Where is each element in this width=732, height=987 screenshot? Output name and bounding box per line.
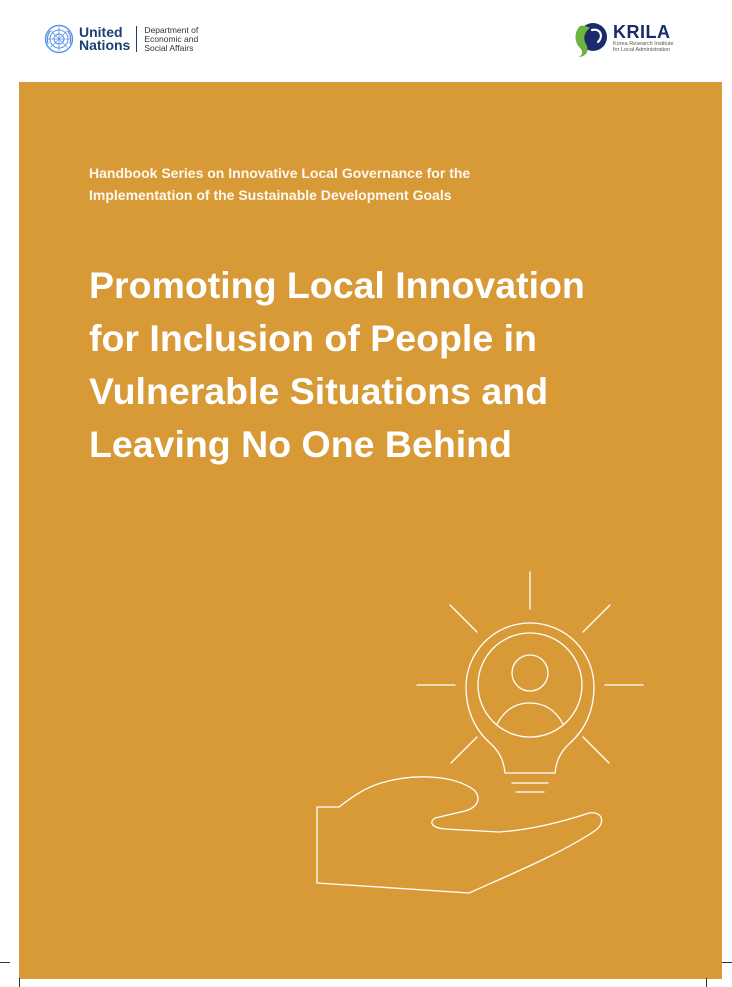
krila-text	[613, 23, 674, 53]
krila-subtitle	[613, 41, 674, 53]
cover-panel	[19, 82, 722, 979]
crop-mark-right	[722, 962, 732, 963]
series-subtitle	[89, 162, 609, 206]
crop-mark-right-vertical	[706, 978, 707, 987]
krila-logo	[570, 18, 674, 58]
un-logo-divider	[136, 26, 137, 52]
un-department	[144, 26, 198, 53]
un-name-line-2: Nations	[79, 37, 131, 53]
un-emblem-icon	[44, 24, 74, 54]
un-desa-logo	[44, 24, 198, 54]
krila-name: KRILA	[613, 22, 671, 42]
un-dept-line-1: Department of	[144, 24, 199, 35]
document-title	[89, 259, 689, 471]
crop-mark-left	[0, 962, 10, 963]
krila-sub-line-1: Korea Research Institute	[613, 41, 674, 47]
un-dept-line-2: Economic and	[144, 33, 199, 44]
series-line-2: Implementation of the Sustainable Development Goals	[89, 187, 452, 203]
un-name	[79, 26, 130, 52]
krila-emblem-icon	[570, 18, 610, 58]
un-name-line-1: United	[79, 24, 123, 40]
title-line-2: for Inclusion of People in	[89, 317, 537, 359]
hand-lightbulb-person-icon	[309, 567, 669, 907]
krila-sub-line-2: for Local Administration	[613, 47, 671, 53]
title-line-3: Vulnerable Situations and	[89, 370, 549, 412]
title-line-1: Promoting Local Innovation	[89, 264, 585, 306]
un-dept-line-3: Social Affairs	[144, 42, 194, 53]
series-line-1: Handbook Series on Innovative Local Governance for the	[89, 165, 471, 181]
crop-mark-left-vertical	[19, 978, 20, 987]
title-line-4: Leaving No One Behind	[89, 423, 512, 465]
